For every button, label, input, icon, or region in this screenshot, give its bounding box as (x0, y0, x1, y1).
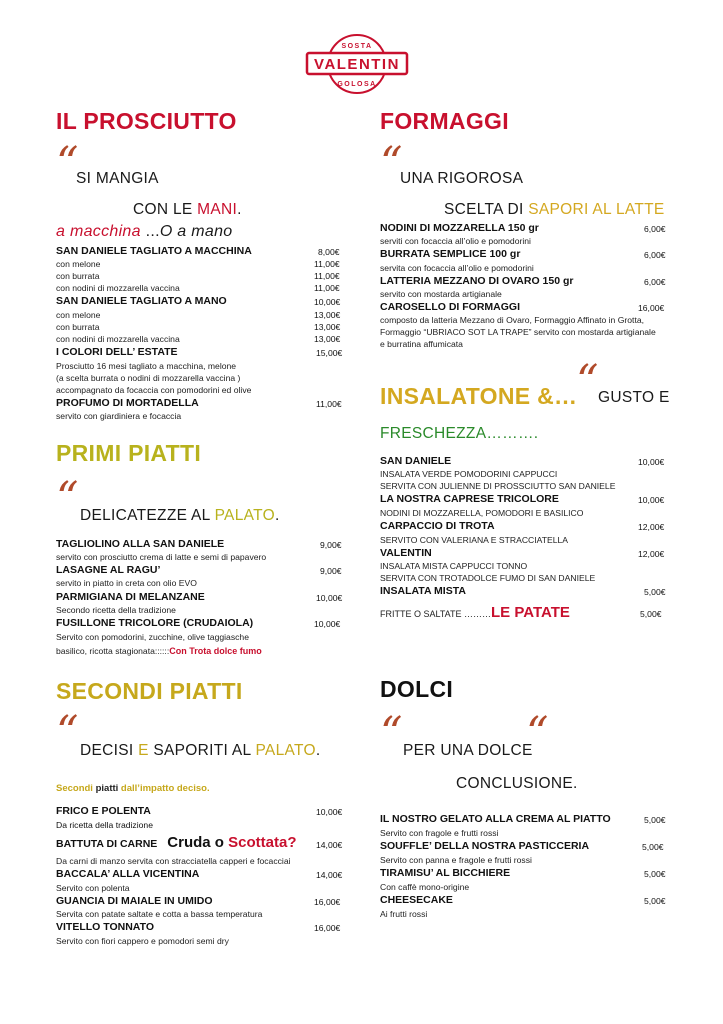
insalatone-title: INSALATONE &… (380, 383, 578, 409)
menu-sub: composto da latteria Mezzano di Ovaro, Formaggio Affinato in Grotta, (380, 315, 644, 325)
price: 10,00€ (314, 297, 341, 307)
menu-item: BACCALA’ ALLA VICENTINA (56, 868, 200, 880)
menu-item: PARMIGIANA DI MELANZANE (56, 591, 205, 603)
price: 11,00€ (314, 283, 340, 293)
menu-item: GUANCIA DI MAIALE IN UMIDO (56, 895, 213, 907)
menu-item: INSALATA MISTA (380, 585, 466, 597)
menu-item: VALENTIN (380, 547, 432, 559)
prosciutto-subtitle: a macchina ...O a mano (56, 223, 233, 240)
logo-top-arc: SOSTA (341, 43, 373, 50)
price: 16,00€ (638, 303, 665, 313)
price: 13,00€ (314, 322, 341, 332)
menu-item: NODINI DI MOZZARELLA 150 gr (380, 222, 539, 234)
menu-sub: INSALATA VERDE POMODORINI CAPPUCCI (380, 469, 558, 479)
menu-sub: Da carni di manzo servita con stracciatella capperi e focacciai (56, 856, 291, 866)
menu-sub: Servito con fiori cappero e pomodori semi dry (56, 936, 229, 946)
menu-sub: con melone (56, 259, 101, 269)
secondi-quote-icon: “ (56, 707, 79, 758)
price: 12,00€ (638, 522, 665, 532)
price: 13,00€ (314, 310, 341, 320)
menu-sub: servito con giardiniera e focaccia (56, 411, 182, 421)
menu-item: FRITTE O SALTATE ………LE PATATE (380, 604, 570, 621)
price: 16,00€ (314, 923, 341, 933)
price: 9,00€ (320, 566, 342, 576)
insalatone-tagline-1: GUSTO E (598, 389, 670, 406)
menu-sub: con nodini di mozzarella vaccina (56, 283, 180, 293)
price: 6,00€ (644, 250, 666, 260)
price: 14,00€ (316, 840, 343, 850)
logo-bottom-arc: GOLOSA (337, 81, 377, 88)
menu-sub: SERVITA CON TROTADOLCE FUMO DI SAN DANIELE (380, 573, 596, 583)
price: 16,00€ (314, 897, 341, 907)
menu-item: CHEESECAKE (380, 894, 453, 906)
price: 14,00€ (316, 870, 343, 880)
menu-sub: accompagnato da focaccia con pomodorini ed olive (56, 385, 252, 395)
menu-sub: serviti con focaccia all’olio e pomodorini (380, 236, 531, 246)
secondi-title: SECONDI PIATTI (56, 678, 243, 704)
dolci-quote-icon-2: “ (526, 708, 549, 759)
menu-sub: servito con prosciutto crema di latte e semi di papavero (56, 552, 267, 562)
menu-sub: Servita con patate saltate e cotta a bassa temperatura (56, 909, 263, 919)
menu-sub: servito in piatto in creta con olio EVO (56, 578, 197, 588)
price: 9,00€ (320, 540, 342, 550)
menu-sub: Ai frutti rossi (380, 909, 428, 919)
menu-item: TAGLIOLINO ALLA SAN DANIELE (56, 538, 225, 550)
secondi-intro: Secondi piatti dall’impatto deciso. (56, 783, 210, 794)
menu-item: SAN DANIELE TAGLIATO A MACCHINA (56, 245, 252, 257)
price: 8,00€ (318, 247, 340, 257)
secondi-tagline: DECISI E SAPORITI AL PALATO. (80, 742, 321, 759)
menu-item: SOUFFLE’ DELLA NOSTRA PASTICCERIA (380, 840, 590, 852)
menu-item: CAROSELLO DI FORMAGGI (380, 301, 520, 313)
price: 10,00€ (314, 619, 341, 629)
price: 5,00€ (644, 869, 666, 879)
price: 10,00€ (316, 807, 343, 817)
menu-sub: Servito con polenta (56, 883, 130, 893)
menu-sub: Servito con fragole e frutti rossi (380, 828, 499, 838)
insalatone-quote-icon: “ (576, 356, 599, 407)
menu-sub: Servito con panna e fragole e frutti rossi (380, 855, 532, 865)
menu-sub: con burrata (56, 271, 100, 281)
price: 11,00€ (314, 271, 340, 281)
menu-sub: Con caffè mono-origine (380, 882, 470, 892)
prosciutto-tagline-1: SI MANGIA (76, 170, 159, 187)
menu-sub: NODINI DI MOZZARELLA, POMODORI E BASILICO (380, 508, 584, 518)
dolci-tagline-1: PER UNA DOLCE (403, 742, 533, 759)
prosciutto-tagline-2: CON LE MANI. (133, 201, 242, 218)
dolci-quote-icon-1: “ (380, 708, 403, 759)
menu-item: BATTUTA DI CARNE Cruda o Scottata? (56, 834, 297, 851)
price: 5,00€ (644, 815, 666, 825)
price: 6,00€ (644, 277, 666, 287)
menu-sub: servito con mostarda artigianale (380, 289, 502, 299)
menu-sub: Da ricetta della tradizione (56, 820, 153, 830)
price: 5,00€ (644, 587, 666, 597)
menu-item: FRICO E POLENTA (56, 805, 151, 817)
menu-item: LA NOSTRA CAPRESE TRICOLORE (380, 493, 559, 505)
valentin-logo (303, 33, 411, 95)
logo-name: VALENTIN (314, 56, 400, 73)
menu-item: SAN DANIELE TAGLIATO A MANO (56, 295, 227, 307)
menu-sub: SERVITA CON JULIENNE DI PROSSCIUTTO SAN DANIELE (380, 481, 616, 491)
menu-item: SAN DANIELE (380, 455, 452, 467)
menu-sub: basilico, ricotta stagionata::::::Con Trota dolce fumo (56, 646, 262, 656)
menu-item: PROFUMO DI MORTADELLA (56, 397, 199, 409)
menu-item: IL NOSTRO GELATO ALLA CREMA AL PIATTO (380, 813, 611, 825)
insalatone-tagline-2: FRESCHEZZA………. (380, 425, 539, 442)
menu-sub: e burratina affumicata (380, 339, 463, 349)
price: 10,00€ (638, 495, 665, 505)
prosciutto-quote-icon: “ (56, 138, 79, 189)
menu-sub: con nodini di mozzarella vaccina (56, 334, 180, 344)
price: 5,00€ (640, 609, 662, 619)
price: 10,00€ (638, 457, 665, 467)
price: 5,00€ (642, 842, 664, 852)
price: 10,00€ (316, 593, 343, 603)
menu-sub: Formaggio “UBRIACO SOT LA TRAPE” servito con mostarda artigianale (380, 327, 656, 337)
formaggi-title: FORMAGGI (380, 108, 509, 134)
menu-item: LATTERIA MEZZANO DI OVARO 150 gr (380, 275, 574, 287)
price: 5,00€ (644, 896, 666, 906)
menu-item: FUSILLONE TRICOLORE (CRUDAIOLA) (56, 617, 254, 629)
formaggi-quote-icon: “ (380, 138, 403, 189)
menu-item: TIRAMISU’ AL BICCHIERE (380, 867, 511, 879)
formaggi-tagline-2: SCELTA DI SAPORI AL LATTE (444, 201, 665, 218)
primi-tagline: DELICATEZZE AL PALATO. (80, 507, 280, 524)
price: 6,00€ (644, 224, 666, 234)
price: 13,00€ (314, 334, 341, 344)
menu-sub: Prosciutto 16 mesi tagliato a macchina, melone (56, 361, 237, 371)
primi-quote-icon: “ (56, 473, 79, 524)
menu-sub: con burrata (56, 322, 100, 332)
menu-sub: INSALATA MISTA CAPPUCCI TONNO (380, 561, 528, 571)
price: 11,00€ (314, 259, 340, 269)
primi-title: PRIMI PIATTI (56, 440, 202, 466)
price: 12,00€ (638, 549, 665, 559)
menu-sub: Secondo ricetta della tradizione (56, 605, 176, 615)
dolci-title: DOLCI (380, 676, 454, 702)
menu-sub: (a scelta burrata o nodini di mozzarella vaccina ) (56, 373, 241, 383)
formaggi-tagline-1: UNA RIGOROSA (400, 170, 524, 187)
menu-sub: SERVITO CON VALERIANA E STRACCIATELLA (380, 535, 569, 545)
price: 11,00€ (316, 399, 342, 409)
menu-sub: Servito con pomodorini, zucchine, olive taggiasche (56, 632, 249, 642)
menu-sub: con melone (56, 310, 101, 320)
menu-sub: servita con focaccia all’olio e pomodorini (380, 263, 534, 273)
dolci-tagline-2: CONCLUSIONE. (456, 775, 578, 792)
menu-item: LASAGNE AL RAGU’ (56, 564, 161, 576)
menu-item: I COLORI DELL’ ESTATE (56, 346, 178, 358)
price: 15,00€ (316, 348, 343, 358)
prosciutto-title: IL PROSCIUTTO (56, 108, 237, 134)
menu-item: VITELLO TONNATO (56, 921, 155, 933)
menu-item: CARPACCIO DI TROTA (380, 520, 495, 532)
menu-item: BURRATA SEMPLICE 100 gr (380, 248, 521, 260)
